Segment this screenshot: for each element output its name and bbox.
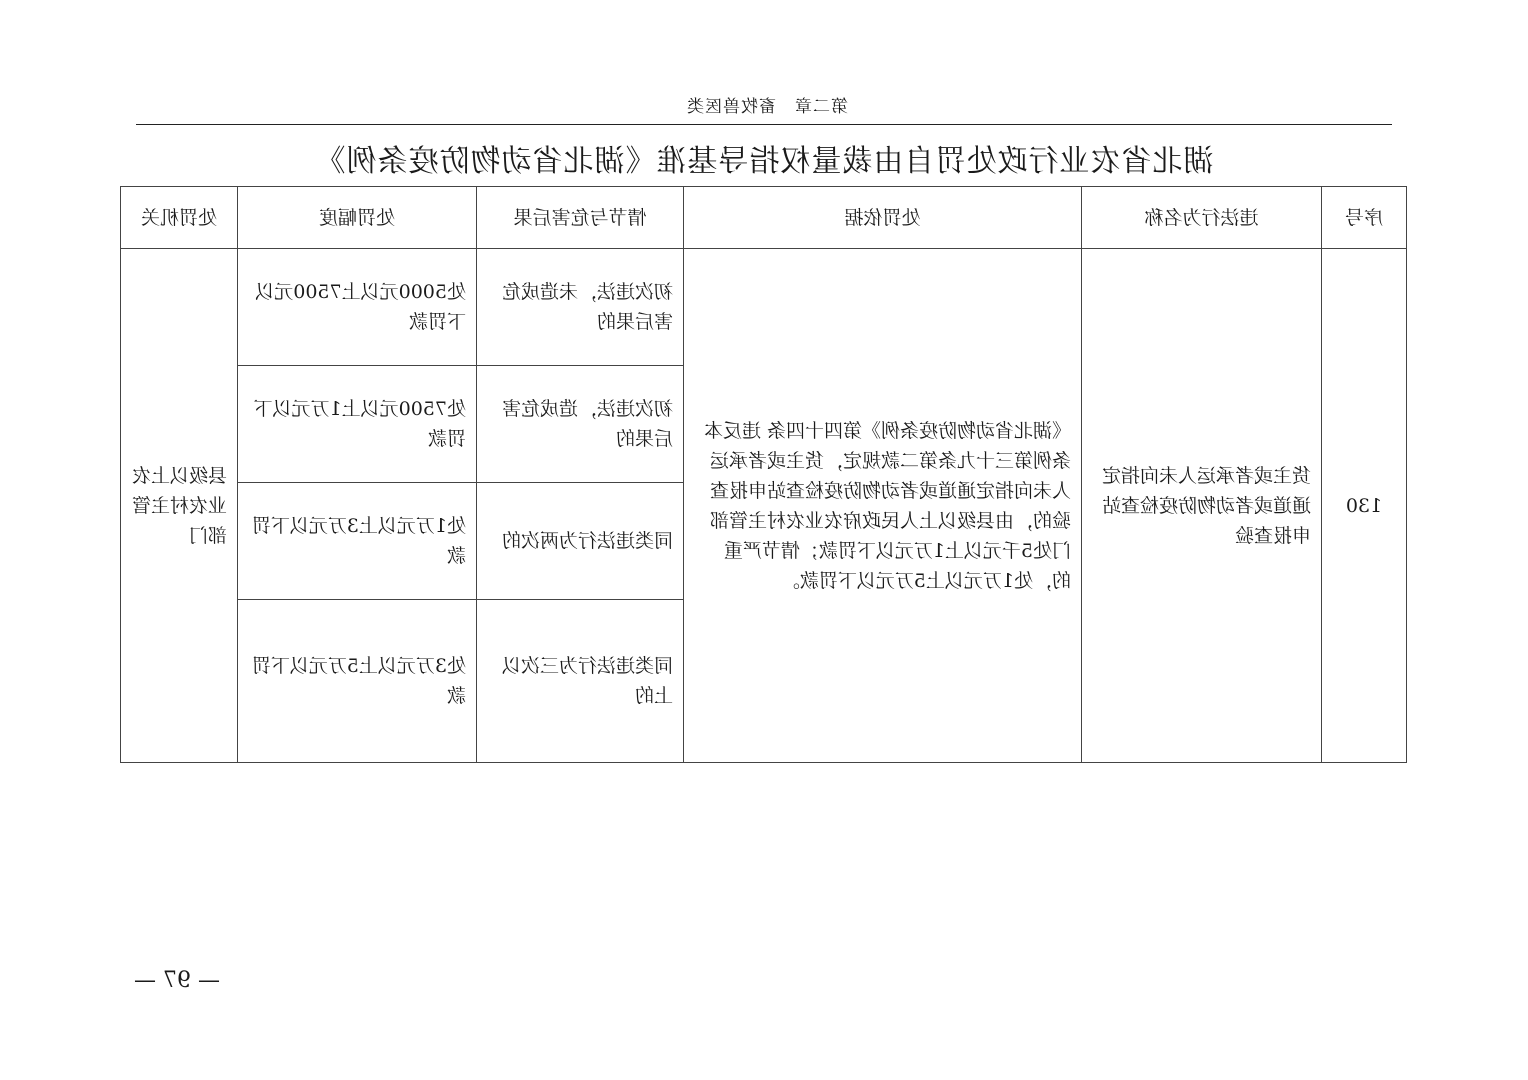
header-circumstances: 情节与危害后果	[477, 187, 684, 249]
table-row	[121, 249, 1407, 366]
grade-circumstance: 初次违法，未造成危害后果的	[477, 249, 684, 366]
row-seq: 130	[1322, 249, 1407, 763]
grade-circumstance: 同类违法行为两次的	[477, 483, 684, 600]
grade-penalty: 处7500元以上1万元以下罚款	[238, 366, 477, 483]
document-title: 湖北省农业行政处罚自由裁量权指导基准《湖北省动物防疫条例》	[314, 144, 1214, 179]
page-number: — 97 —	[134, 968, 220, 993]
grade-circumstance: 初次违法，造成危害后果的	[477, 366, 684, 483]
grade-penalty: 处3万元以上5万元以下罚款	[238, 600, 477, 763]
header-violation-name: 违法行为名称	[1082, 187, 1322, 249]
header-basis: 处罚依据	[684, 187, 1082, 249]
header-authority: 处罚机关	[121, 187, 238, 249]
grade-penalty: 处1万元以上3万元以下罚款	[238, 483, 477, 600]
row-authority: 县级以上农业农村主管部门	[121, 249, 238, 763]
row-basis: 《湖北省动物防疫条例》第四十四条 违反本条例第三十九条第二款规定，货主或者承运人未向指定通道或者动物防疫检查站申报查验的，由县级以上人民政府农业农村主管部门处5千元以上1万元以下罚款；情节严重的，处1万元以上5万元以下罚款。	[684, 249, 1082, 763]
header-seq: 序号	[1322, 187, 1407, 249]
table-header-row	[121, 187, 1407, 249]
grade-circumstance: 同类违法行为三次以上的	[477, 600, 684, 763]
chapter-header: 第二章 畜牧兽医类	[686, 97, 848, 117]
row-violation-name: 货主或者承运人未向指定通道或者动物防疫检查站申报查验	[1082, 249, 1322, 763]
grade-penalty: 处5000元以上7500元以下罚款	[238, 249, 477, 366]
header-rule	[136, 124, 1392, 125]
header-penalty-range: 处罚幅度	[238, 187, 477, 249]
penalty-standard-table	[120, 186, 1407, 763]
